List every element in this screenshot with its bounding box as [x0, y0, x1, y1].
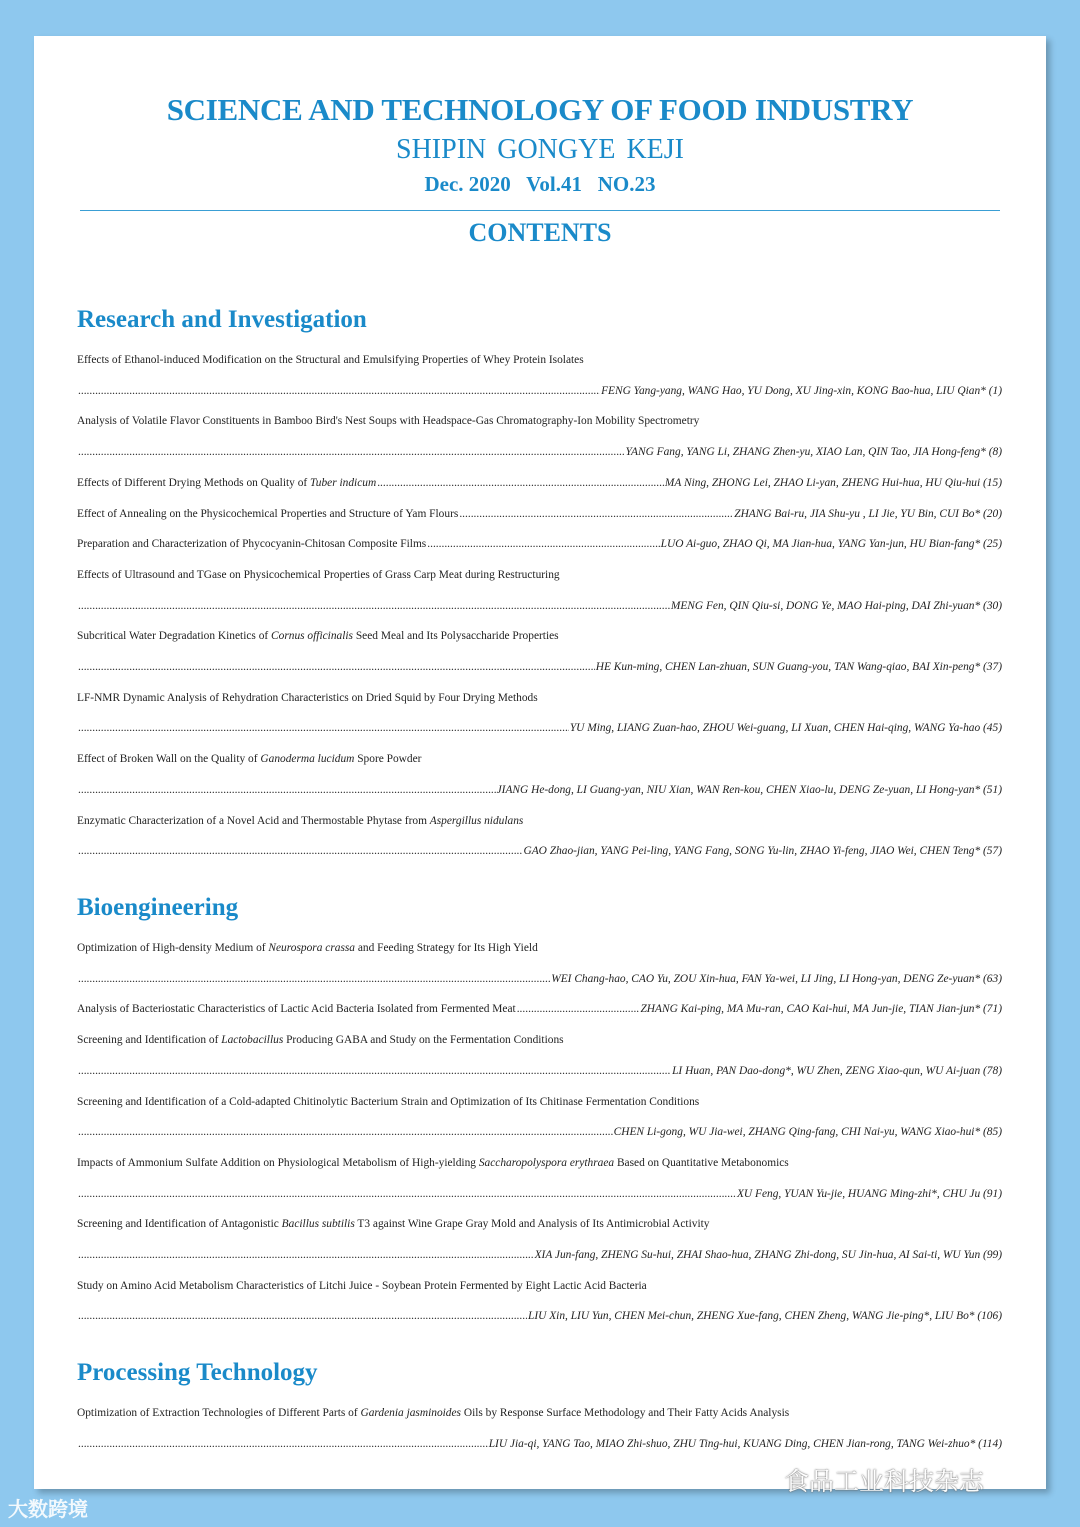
entry-authors: JIANG He-dong, LI Guang-yan, NIU Xian, WAN Ren-kou, CHEN Xiao-lu, DENG Ze-yuan, LI Hong-yan* (51) [496, 783, 1002, 796]
toc-entry [77, 413, 1002, 429]
entry-title: Analysis of Volatile Flavor Constituents in Bamboo Bird's Nest Soups with Headspace-Gas Chromatography-Ion Mobility Spectrometry [77, 415, 700, 428]
entry-authors: ZHANG Bai-ru, JIA Shu-yu , LI Jie, YU Bin, CUI Bo* (20) [734, 507, 1002, 520]
dot-leader [517, 1001, 640, 1017]
entry-title-part: Optimization of High-density Medium of [77, 942, 269, 954]
journal-pinyin-title: SHIPIN GONGYE KEJI [396, 134, 684, 165]
toc-entry-authors-line [77, 598, 1002, 614]
dot-leader [78, 1247, 534, 1263]
entry-title-part: Spore Powder [354, 753, 422, 766]
entry-title-species: Cornus officinalis [271, 630, 353, 643]
entry-title-species: Ganoderma lucidum [260, 753, 355, 766]
entry-authors: LIU Xin, LIU Yun, CHEN Mei-chun, ZHENG Xue-fang, CHEN Zheng, WANG Jie-ping*, LIU Bo* (106) [528, 1310, 1002, 1323]
dot-leader [78, 1186, 736, 1202]
entry-authors: MA Ning, ZHONG Lei, ZHAO Li-yan, ZHENG Hui-hua, HU Qiu-hui (15) [664, 476, 1002, 489]
toc-entry-authors-line [77, 1186, 1002, 1202]
entry-title: LF-NMR Dynamic Analysis of Rehydration Characteristics on Dried Squid by Four Drying Methods [77, 691, 538, 704]
entry-title-species: Saccharopolyspora erythraea [478, 1156, 615, 1169]
entry-title-species: Gardenia jasminoides [360, 1407, 461, 1419]
entry-authors: FENG Yang-yang, WANG Hao, YU Dong, XU Jing-xin, KONG Bao-hua, LIU Qian* (1) [601, 384, 1002, 397]
toc-entry [77, 813, 1002, 829]
dot-leader [78, 1063, 671, 1079]
entry-authors: XIA Jun-fang, ZHENG Su-hui, ZHAI Shao-hua, ZHANG Zhi-dong, SU Jin-hua, AI Sai-ti, WU Yun (99) [534, 1249, 1002, 1261]
toc-entry-authors-line [77, 383, 1002, 399]
dot-leader [78, 971, 550, 987]
toc-entry [77, 1001, 1002, 1017]
toc-entry [77, 940, 1002, 956]
toc-entry [77, 1216, 1002, 1232]
entry-title: Effect of Annealing on the Physicochemical Properties and Structure of Yam Flours [77, 507, 459, 520]
entry-title-species: Aspergillus nidulans [429, 814, 524, 827]
entry-authors: ZHANG Kai-ping, MA Mu-ran, CAO Kai-hui, MA Jun-jie, TIAN Jian-jun* (71) [640, 1003, 1002, 1016]
dot-leader [78, 1124, 613, 1140]
watermark-left: 大数跨境 [8, 1497, 88, 1521]
journal-title: SCIENCE AND TECHNOLOGY OF FOOD INDUSTRY [166, 92, 914, 127]
contents-page [34, 36, 1046, 1489]
entry-title-part: and Feeding Strategy for Its High Yield [355, 942, 538, 954]
entry-title-part: Effects of Different Drying Methods on Quality of [77, 476, 311, 489]
section-title: Processing Technology [77, 1359, 318, 1386]
entry-title: Screening and Identification of a Cold-adapted Chitinolytic Bacterium Strain and Optimization of Its Chitinase Fermentation Conditions [77, 1095, 700, 1108]
toc-entry [77, 352, 1002, 368]
entry-title-part: Producing GABA and Study on the Fermentation Conditions [283, 1034, 564, 1047]
entry-title [77, 751, 1002, 767]
toc-entry-authors-line [77, 843, 1002, 859]
entry-authors: LI Huan, PAN Dao-dong*, WU Zhen, ZENG Xiao-qun, WU Ai-juan (78) [672, 1064, 1002, 1077]
watermark-right: 食品工业科技杂志 [784, 1467, 985, 1496]
entry-title-species: Neurospora crassa [268, 942, 356, 954]
entry-authors: YU Ming, LIANG Zuan-hao, ZHOU Wei-guang, LI Xuan, CHEN Hai-qing, WANG Ya-hao (45) [569, 722, 1002, 735]
dot-leader [377, 475, 664, 491]
dot-leader [78, 782, 496, 798]
entry-title-part: Screening and Identification of [77, 1034, 222, 1047]
dot-leader [78, 1436, 488, 1452]
entry-title: Effects of Ultrasound and TGase on Physicochemical Properties of Grass Carp Meat during Restructuring [77, 568, 560, 581]
entry-title [77, 813, 1002, 829]
dot-leader [78, 659, 595, 675]
entry-authors: GAO Zhao-jian, YANG Pei-ling, YANG Fang, SONG Yu-lin, ZHAO Yi-feng, JIAO Wei, CHEN Teng* (57) [523, 845, 1002, 858]
entry-title-part: Based on Quantitative Metabonomics [614, 1156, 789, 1169]
entry-title-species: Tuber indicum [310, 476, 377, 489]
entry-title-part: Impacts of Ammonium Sulfate Addition on Physiological Metabolism of High-yielding [77, 1156, 479, 1169]
toc-entry-authors-line [77, 971, 1002, 987]
entry-title [77, 1216, 1002, 1232]
entry-title: Preparation and Characterization of Phycocyanin-Chitosan Composite Films [77, 538, 427, 551]
toc-entry-authors-line [77, 720, 1002, 736]
entry-title-part: T3 against Wine Grape Gray Mold and Analysis of Its Antimicrobial Activity [354, 1218, 710, 1231]
toc-entry-authors-line [77, 1436, 1002, 1452]
toc-entry [77, 1278, 1002, 1294]
entry-title [77, 940, 1002, 956]
entry-authors: CHEN Li-gong, WU Jia-wei, ZHANG Qing-fang, CHI Nai-yu, WANG Xiao-hui* (85) [613, 1126, 1002, 1139]
toc-entry [77, 475, 1002, 491]
section-title: Bioengineering [77, 894, 239, 921]
entry-authors: LIU Jia-qi, YANG Tao, MIAO Zhi-shuo, ZHU Ting-hui, KUANG Ding, CHEN Jian-rong, TANG Wei-zhuo* (114) [488, 1437, 1002, 1450]
toc-entry-authors-line [77, 1124, 1002, 1140]
entry-title: Analysis of Bacteriostatic Characteristics of Lactic Acid Bacteria Isolated from Fermented Meat [77, 1003, 516, 1016]
section-title: Research and Investigation [77, 306, 367, 333]
toc-entry [77, 690, 1002, 706]
entry-title-part: Seed Meal and Its Polysaccharide Properties [353, 630, 559, 643]
entry-authors: XU Feng, YUAN Yu-jie, HUANG Ming-zhi*, CHU Ju (91) [736, 1187, 1002, 1200]
entry-title [77, 1032, 1002, 1048]
toc-entry [77, 506, 1002, 522]
toc-entry-authors-line [77, 1063, 1002, 1079]
entry-authors: WEI Chang-hao, CAO Yu, ZOU Xin-hua, FAN Ya-wei, LI Jing, LI Hong-yan, DENG Ze-yuan* (63) [551, 972, 1002, 985]
dot-leader [78, 444, 624, 460]
entry-title: Effects of Ethanol-induced Modification on the Structural and Emulsifying Properties of Whey Protein Isolates [77, 354, 584, 366]
toc-entry [77, 1094, 1002, 1110]
toc-entry [77, 1155, 1002, 1171]
toc-entry [77, 628, 1002, 644]
toc-entry-authors-line [77, 444, 1002, 460]
dot-leader [78, 383, 600, 399]
entry-title-part: Enzymatic Characterization of a Novel Acid and Thermostable Phytase from [77, 814, 430, 827]
header-divider [80, 210, 1000, 211]
dot-leader [78, 720, 569, 736]
entry-title-part: Screening and Identification of Antagonistic [77, 1218, 282, 1231]
entry-title [77, 1155, 1002, 1171]
entry-title: Study on Amino Acid Metabolism Characteristics of Litchi Juice - Soybean Protein Fermented by Eight Lactic Acid Bacteria [77, 1279, 647, 1292]
toc-entry-authors-line [77, 659, 1002, 675]
entry-authors: YANG Fang, YANG Li, ZHANG Zhen-yu, XIAO Lan, QIN Tao, JIA Hong-feng* (8) [625, 446, 1002, 459]
entry-title-species: Bacillus subtilis [281, 1218, 355, 1231]
toc-entry [77, 1032, 1002, 1048]
toc-entry-authors-line [77, 1247, 1002, 1263]
toc-entry [77, 567, 1002, 583]
entry-authors: MENG Fen, QIN Qiu-si, DONG Ye, MAO Hai-ping, DAI Zhi-yuan* (30) [670, 599, 1002, 612]
toc-entry [77, 751, 1002, 767]
dot-leader [459, 506, 733, 522]
contents-heading: CONTENTS [468, 218, 612, 247]
entry-title-part: Oils by Response Surface Methodology and Their Fatty Acids Analysis [461, 1407, 790, 1419]
toc-entry-authors-line [77, 1308, 1002, 1324]
entry-title-part: Effect of Broken Wall on the Quality of [77, 753, 261, 766]
dot-leader [427, 536, 659, 552]
dot-leader [78, 843, 522, 859]
issue-info: Dec. 2020 Vol.41 NO.23 [424, 172, 656, 196]
toc-entry [77, 536, 1002, 552]
entry-title [77, 475, 376, 491]
toc-entry [77, 1405, 1002, 1421]
toc-entry-authors-line [77, 782, 1002, 798]
entry-title-species: Lactobacillus [221, 1034, 284, 1047]
entry-title-part: Subcritical Water Degradation Kinetics of [77, 630, 272, 643]
dot-leader [78, 598, 670, 614]
entry-title [77, 628, 1002, 644]
entry-authors: HE Kun-ming, CHEN Lan-zhuan, SUN Guang-you, TAN Wang-qiao, BAI Xin-peng* (37) [595, 661, 1002, 673]
entry-title-part: Optimization of Extraction Technologies of Different Parts of [77, 1407, 361, 1419]
entry-authors: LUO Ai-guo, ZHAO Qi, MA Jian-hua, YANG Yan-jun, HU Bian-fang* (25) [660, 538, 1002, 551]
dot-leader [78, 1308, 527, 1324]
entry-title [77, 1405, 1002, 1421]
